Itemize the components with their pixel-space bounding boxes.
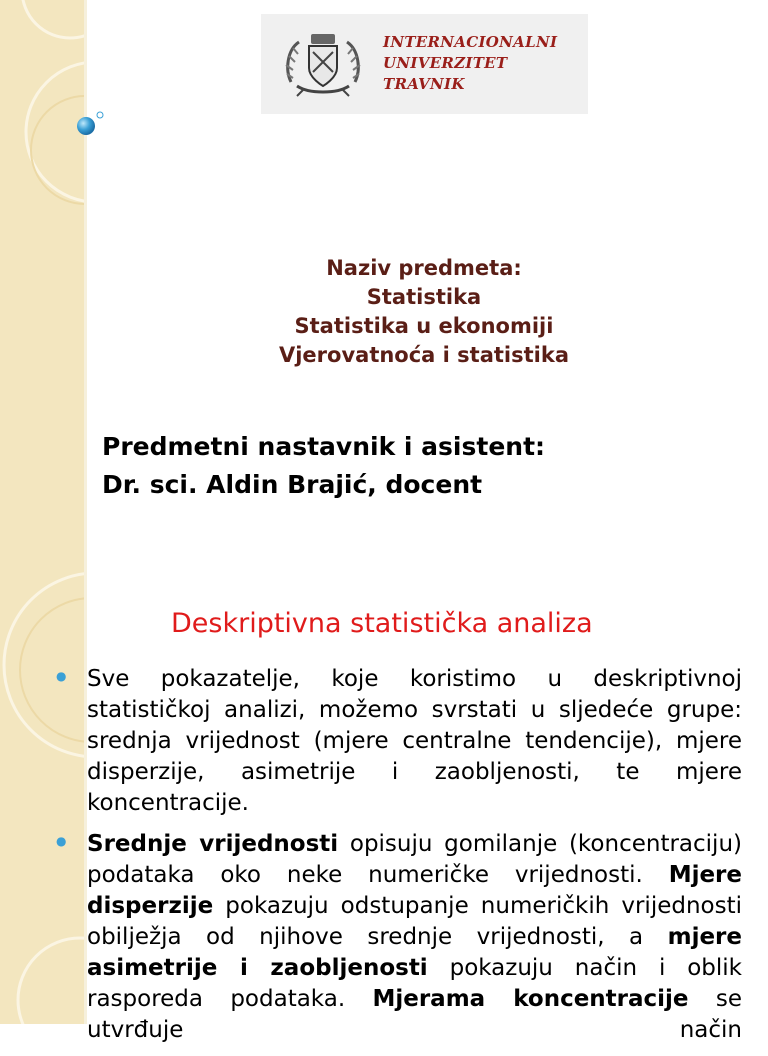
teacher-block	[102, 428, 545, 504]
teacher-label: Predmetni nastavnik i asistent:	[102, 432, 546, 461]
list-item	[56, 664, 742, 819]
text-run: pokazuju odstupanje numeričkih vrijednosti obilježja od njihove srednje vrijednosti, a	[87, 893, 742, 950]
course-label: Naziv predmeta:	[326, 256, 522, 280]
text-run: opisuju gomilanje (koncentraciju) podataka oko neke numeričke vrijednosti.	[87, 831, 742, 888]
university-name-line1: INTERNACIONALNI	[383, 33, 558, 51]
university-name-line3: TRAVNIK	[383, 75, 465, 93]
term-mjere-asimetrije: mjere asimetrije i zaobljenosti	[87, 924, 742, 981]
term-mjere-disperzije: Mjere disperzije	[87, 862, 742, 919]
course-title-block	[180, 254, 668, 370]
university-crest-icon	[283, 30, 363, 98]
course-name-3: Vjerovatnoća i statistika	[278, 343, 569, 367]
term-mjere-koncentracije: Mjerama koncentracije	[372, 986, 689, 1012]
course-name-2: Statistika u ekonomiji	[294, 314, 554, 338]
text-run: se utvrđuje način	[87, 986, 743, 1043]
term-srednje-vrijednosti: Srednje vrijednosti	[87, 831, 339, 857]
university-logo	[261, 14, 588, 114]
bullet-icon: ●	[56, 669, 67, 683]
bullet-text	[87, 829, 742, 1046]
university-name	[383, 32, 557, 95]
bullet-list	[56, 664, 742, 1056]
teacher-name: Dr. sci. Aldin Brajić, docent	[102, 470, 483, 499]
bullet-icon: ●	[56, 834, 67, 848]
text-run: pokazuju način i oblik rasporeda podataka.	[87, 955, 742, 1012]
list-item	[56, 829, 742, 1046]
course-name-1: Statistika	[366, 285, 482, 309]
section-heading: Deskriptivna statistička analiza	[171, 608, 593, 639]
bubble-decoration	[0, 0, 110, 140]
university-name-line2: UNIVERZITET	[383, 54, 508, 72]
bullet-text: Sve pokazatelje, koje koristimo u deskriptivnoj statističkoj analizi, možemo svrstati u sljedeće grupe: srednja vrijednost (mjere centralne tendencije), mjere disperzije, asimetrije i zaobljenosti, te mjere koncentracije.	[87, 666, 742, 816]
